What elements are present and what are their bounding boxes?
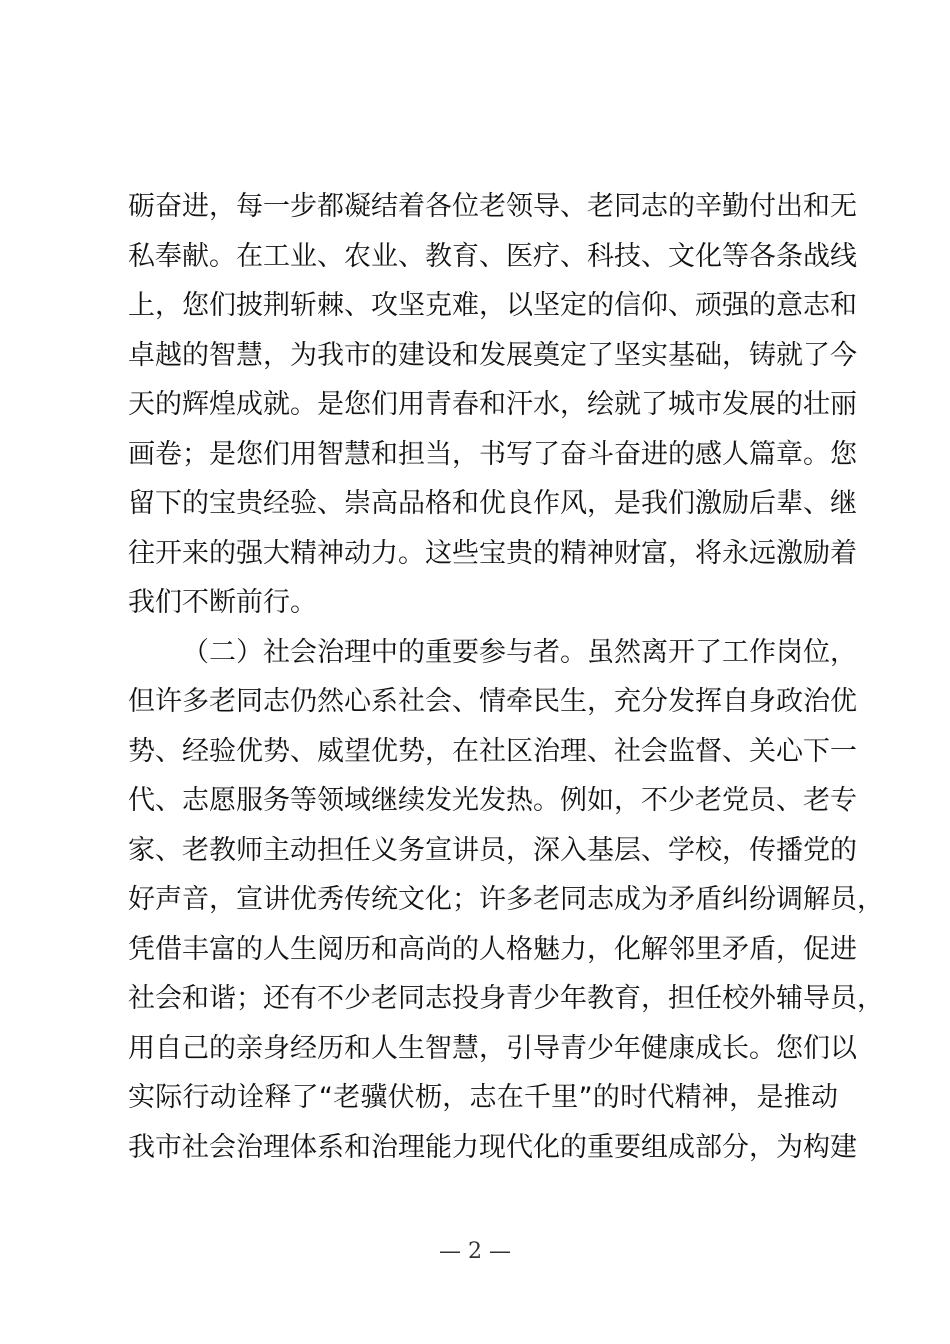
text-line: 砺奋进，每一步都凝结着各位老领导、老同志的辛勤付出和无 — [128, 191, 857, 222]
section-heading-line: （二）社会治理中的重要参与者。虽然离开了工作岗位， — [182, 636, 857, 668]
text-line: 我市社会治理体系和治理能力现代化的重要组成部分，为构建 — [128, 1131, 857, 1163]
text-line: 用自己的亲身经历和人生智慧，引导青少年健康成长。您们以 — [128, 1032, 857, 1064]
text-line: 社会和谐；还有不少老同志投身青少年教育，担任校外辅导员， — [128, 983, 884, 1014]
text-line: 实际行动诠释了“老骥伏枥，志在千里”的时代精神，是推动 — [128, 1082, 838, 1113]
page-number: — 2 — — [439, 1239, 511, 1264]
text-line: 上，您们披荆斩棘、攻坚克难，以坚定的信仰、顽强的意志和 — [128, 290, 857, 321]
text-line: 留下的宝贵经验、崇高品格和优良作风，是我们激励后辈、继 — [128, 488, 857, 519]
body-text — [128, 182, 884, 1172]
text-line: 往开来的强大精神动力。这些宝贵的精神财富，将永远激励着 — [128, 537, 857, 569]
text-line: 凭借丰富的人生阅历和高尚的人格魅力，化解邻里矛盾，促进 — [128, 933, 857, 965]
text-line: 卓越的智慧，为我市的建设和发展奠定了坚实基础，铸就了今 — [128, 339, 857, 371]
text-line: 但许多老同志仍然心系社会、情牵民生，充分发挥自身政治优 — [128, 686, 857, 717]
text-line: 画卷；是您们用智慧和担当，书写了奋斗奋进的感人篇章。您 — [128, 438, 857, 470]
text-line: 我们不断前行。 — [128, 587, 317, 618]
text-line: 私奉献。在工业、农业、教育、医疗、科技、文化等各条战线 — [128, 240, 857, 272]
text-line: 势、经验优势、威望优势，在社区治理、社会监督、关心下一 — [128, 735, 857, 767]
text-line: 家、老教师主动担任义务宣讲员，深入基层、学校，传播党的 — [128, 834, 857, 866]
text-line: 代、志愿服务等领域继续发光发热。例如，不少老党员、老专 — [128, 785, 857, 816]
text-line: 天的辉煌成就。是您们用青春和汗水，绘就了城市发展的壮丽 — [128, 389, 857, 420]
text-line: 好声音，宣讲优秀传统文化；许多老同志成为矛盾纠纷调解员， — [128, 884, 884, 915]
